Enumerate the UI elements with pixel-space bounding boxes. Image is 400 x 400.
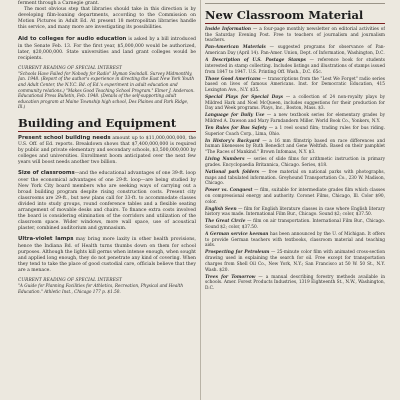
right-column xyxy=(205,0,385,400)
material-entry xyxy=(205,113,385,124)
classroom-size-body: —and the educational advantages of one 39-ft. loop over the economical advantages of one 29-ft. loop—are being studied by New York City board members who are seeking ways of carrying out a broad building program despite rising construction costs. Present city classrooms are 29-ft., but new plans call for 33-ft. to accommodate classes divided into study groups, round conference tables and a flexible seating arrangement of movable desks and chairs. To finance extra costs involved the board is considering elimination of the corridors and utilization of the classroom space. Wider windows, more wall space, use of acoustical plaster, combined auditorium and gymnasium. xyxy=(18,171,196,232)
material-entry xyxy=(205,219,385,230)
left-column xyxy=(18,0,196,400)
section-heading-classroom-material: New Classroom Material xyxy=(205,8,385,24)
aid-paragraph xyxy=(18,36,196,61)
aid-title: Aid to colleges for audio education xyxy=(18,36,127,43)
material-title: English Seen xyxy=(205,206,237,212)
building-title: Present school building needs xyxy=(18,135,111,141)
current-reading-body-1: "Schools Have Failed for Nobody for Radio" Hyman Swindall. Survey Midmonthly, Jan. 1948. (Report of the author's experience in directing the East New York Youth and Adult Center, the N.Y.C. Bd. of Ed.'s experiment in adult education and community relations.) "Makes Good Teaching School Program." Elmer J. Anderson. Educational Press Bulletin, Feb. 1948. (Details of the self-supporting adult education program at Maine Township high school, Des Plaines and Park Ridge, Ill.) xyxy=(18,70,195,110)
material-title: Pan-American Materials xyxy=(205,45,266,51)
material-text: — suggested programs for observance of Pan-American Day (April 14). Pan-Amer. Union, Dept. of Information, Washington, D.C. xyxy=(205,45,385,57)
material-title: Inside Information xyxy=(205,27,252,32)
material-title: In History's Backyard xyxy=(205,138,260,144)
material-text: — series of slide films for arithmetic instruction in primary grades. Encyclopaedia Britannica, Chicago. Series, $18. xyxy=(205,157,385,168)
material-text: — film for English literature classes in case where English literary history was made. International Film Bur., Chicago. Sound $2; color, $37.50. xyxy=(205,206,385,218)
material-title: Special Plays for Special Days xyxy=(205,94,284,100)
section-heading-building: Building and Equipment xyxy=(18,116,196,132)
column-divider xyxy=(200,0,201,400)
material-text: — a 1 reel sound film; trading rules for bus riding. Superior Coach Corp., Lima, Ohio. xyxy=(205,126,385,137)
current-reading-heading-1: CURRENT READING OF SPECIAL INTEREST xyxy=(18,65,122,71)
material-entry xyxy=(205,77,385,94)
material-entry xyxy=(205,232,385,249)
current-reading-heading-2: CURRENT READING OF SPECIAL INTEREST xyxy=(18,277,122,283)
material-entry xyxy=(205,95,385,112)
material-text: — a 16 mm filmstrip based on race differences and human likenesses by Ruth Benedict and Gene Weltfish. Based on their pamphlet "The Races of Mankind." Brown Infomaas, N.Y. $3. xyxy=(205,138,385,156)
material-title: Ten Rules for Bus Safety xyxy=(205,126,267,132)
material-text: — film on air transportation. International Film Bur., Chicago. Sound $2; color, $37.50. xyxy=(205,219,385,231)
material-title: Language for Daily Use xyxy=(205,113,265,119)
ultraviolet-body: may bring more laxity in other health provisions, hence the Indiana Bd. of Health turns thumbs down on them for school purposes. Although the lights kill germs when intense enough, when sought and applied long enough, they do not penetrate any kind of covering. When they tend to take the place of good custodial care, officials believe that they are a menace. xyxy=(18,237,196,273)
material-text: — free material on national parks with photographs, maps and tabulated information. Greyhound Transportation Co., 230 W. Madison, Chicago. xyxy=(205,169,385,187)
material-title: Prospecting for Petroleum xyxy=(205,250,270,256)
material-title: A German service keeman xyxy=(205,232,269,238)
material-entry xyxy=(205,139,385,156)
material-text: has been announced by the U. of Michigan. It offers to provide German teachers with textbooks, classroom material and teaching aids. xyxy=(205,232,385,249)
material-title: Those Good Americans xyxy=(205,76,261,82)
top-divider xyxy=(205,3,385,4)
material-entry xyxy=(205,275,385,292)
material-entry xyxy=(205,58,385,75)
material-text: — transcriptions from the "Lest We Forget" radio series based on lives of famous Americans. Inst. for Democratic Education, 415 Lexington Ave., N.Y. $35. xyxy=(205,76,385,93)
material-entry xyxy=(205,188,385,205)
material-text: — film, suitable for intermediate grades film which classes on compressional energy and authority. Coronet Films, Chicago, Ill. Color $90, color. xyxy=(205,188,385,205)
material-text: — a four-page monthly newsletter on editorial activities of the Saturday Evening Post. Free to teachers of journalism and journalism teachers. xyxy=(205,27,385,44)
ultraviolet-title: Ultra-violet lamps xyxy=(18,236,74,243)
material-text: — a collection of 24 non-royalty plays by Mildred Hark and Noel McQueen, includes suggestions for their production for Day and Week programs. Plays, Inc., Boston, Mass. $3. xyxy=(205,94,385,112)
ultraviolet-paragraph xyxy=(18,236,196,274)
classroom-size-title: Size of classrooms xyxy=(18,170,75,177)
material-title: National park folders xyxy=(205,169,260,175)
classroom-size-paragraph xyxy=(18,170,196,232)
material-title: Trees for Tomorrow xyxy=(205,274,256,280)
intro-paragraph-1: ferment through a Carnegie grant. xyxy=(18,1,100,6)
building-body: amount up to $11,000,000,000, the U.S. Off. of Ed. reports. Breakdown shows that $7,400,000,000 is required by public and private elementary and secondary schools, $3,500,000,000 by colleges and universities. Enrollment boom anticipated over the next few years will boost needs another two billion. xyxy=(18,136,196,166)
material-entry xyxy=(205,157,385,168)
material-text: — a manual describing forestry methods available in schools. Amer. Forest Products Industries, 1319 Eighteenth St., N.W., Washington, D.C. xyxy=(205,274,385,291)
material-title: The Great Circle xyxy=(205,219,246,225)
material-entry xyxy=(205,27,385,44)
building-paragraph xyxy=(18,135,196,166)
material-entry xyxy=(205,45,385,56)
material-entry xyxy=(205,250,385,273)
material-text: — a new textbook series for elementary grades by Mildred A. Dawson and Mary Farndandern Miller. World Book Co., Yonkers, N.Y. xyxy=(205,113,385,125)
material-entry xyxy=(205,170,385,187)
aid-body: is asked by a bill introduced in the Senate Feb. 13. For the first year, $5,000,000 would be authorized, later, $20,000,000. State universities and land grant colleges would be recipients. xyxy=(18,37,196,61)
current-reading-body-2: "A Guide for Planning Facilities for Athletics, Recreation, Physical and Health Education." Athletic Inst., Chicago 177 p. $1.50. xyxy=(18,282,184,294)
material-entry xyxy=(205,207,385,218)
material-entry xyxy=(205,126,385,137)
material-title: A Description of U.S. Postage Stamps xyxy=(205,58,306,64)
intro-paragraph-2: The most obvious step that libraries should take in this direction is by developing film-loaning departments, according to the Commission on Motion Pictures in Adult Ed. At present 18 metropolitan libraries handle this service, and many more are investigating its possibilities. xyxy=(18,7,196,31)
material-title: Living Numbers xyxy=(205,157,245,163)
material-title: Power vs. Conquest xyxy=(205,188,253,194)
material-text: — 25-minute color film with animated cross-section drawing used in explaining the search for oil. Free except for transportation charges from Shell Oil Co., New York, N.Y.; San Francisco at 50 W. 50 St., N.Y. Wash. $20. xyxy=(205,250,385,273)
material-text: — reference book for students interested in stamp collecting. Includes listings and illustrations of stamps issued from 1847 to 1947. U.S. Printing Off. Wash., D.C. 65c. xyxy=(205,58,385,75)
